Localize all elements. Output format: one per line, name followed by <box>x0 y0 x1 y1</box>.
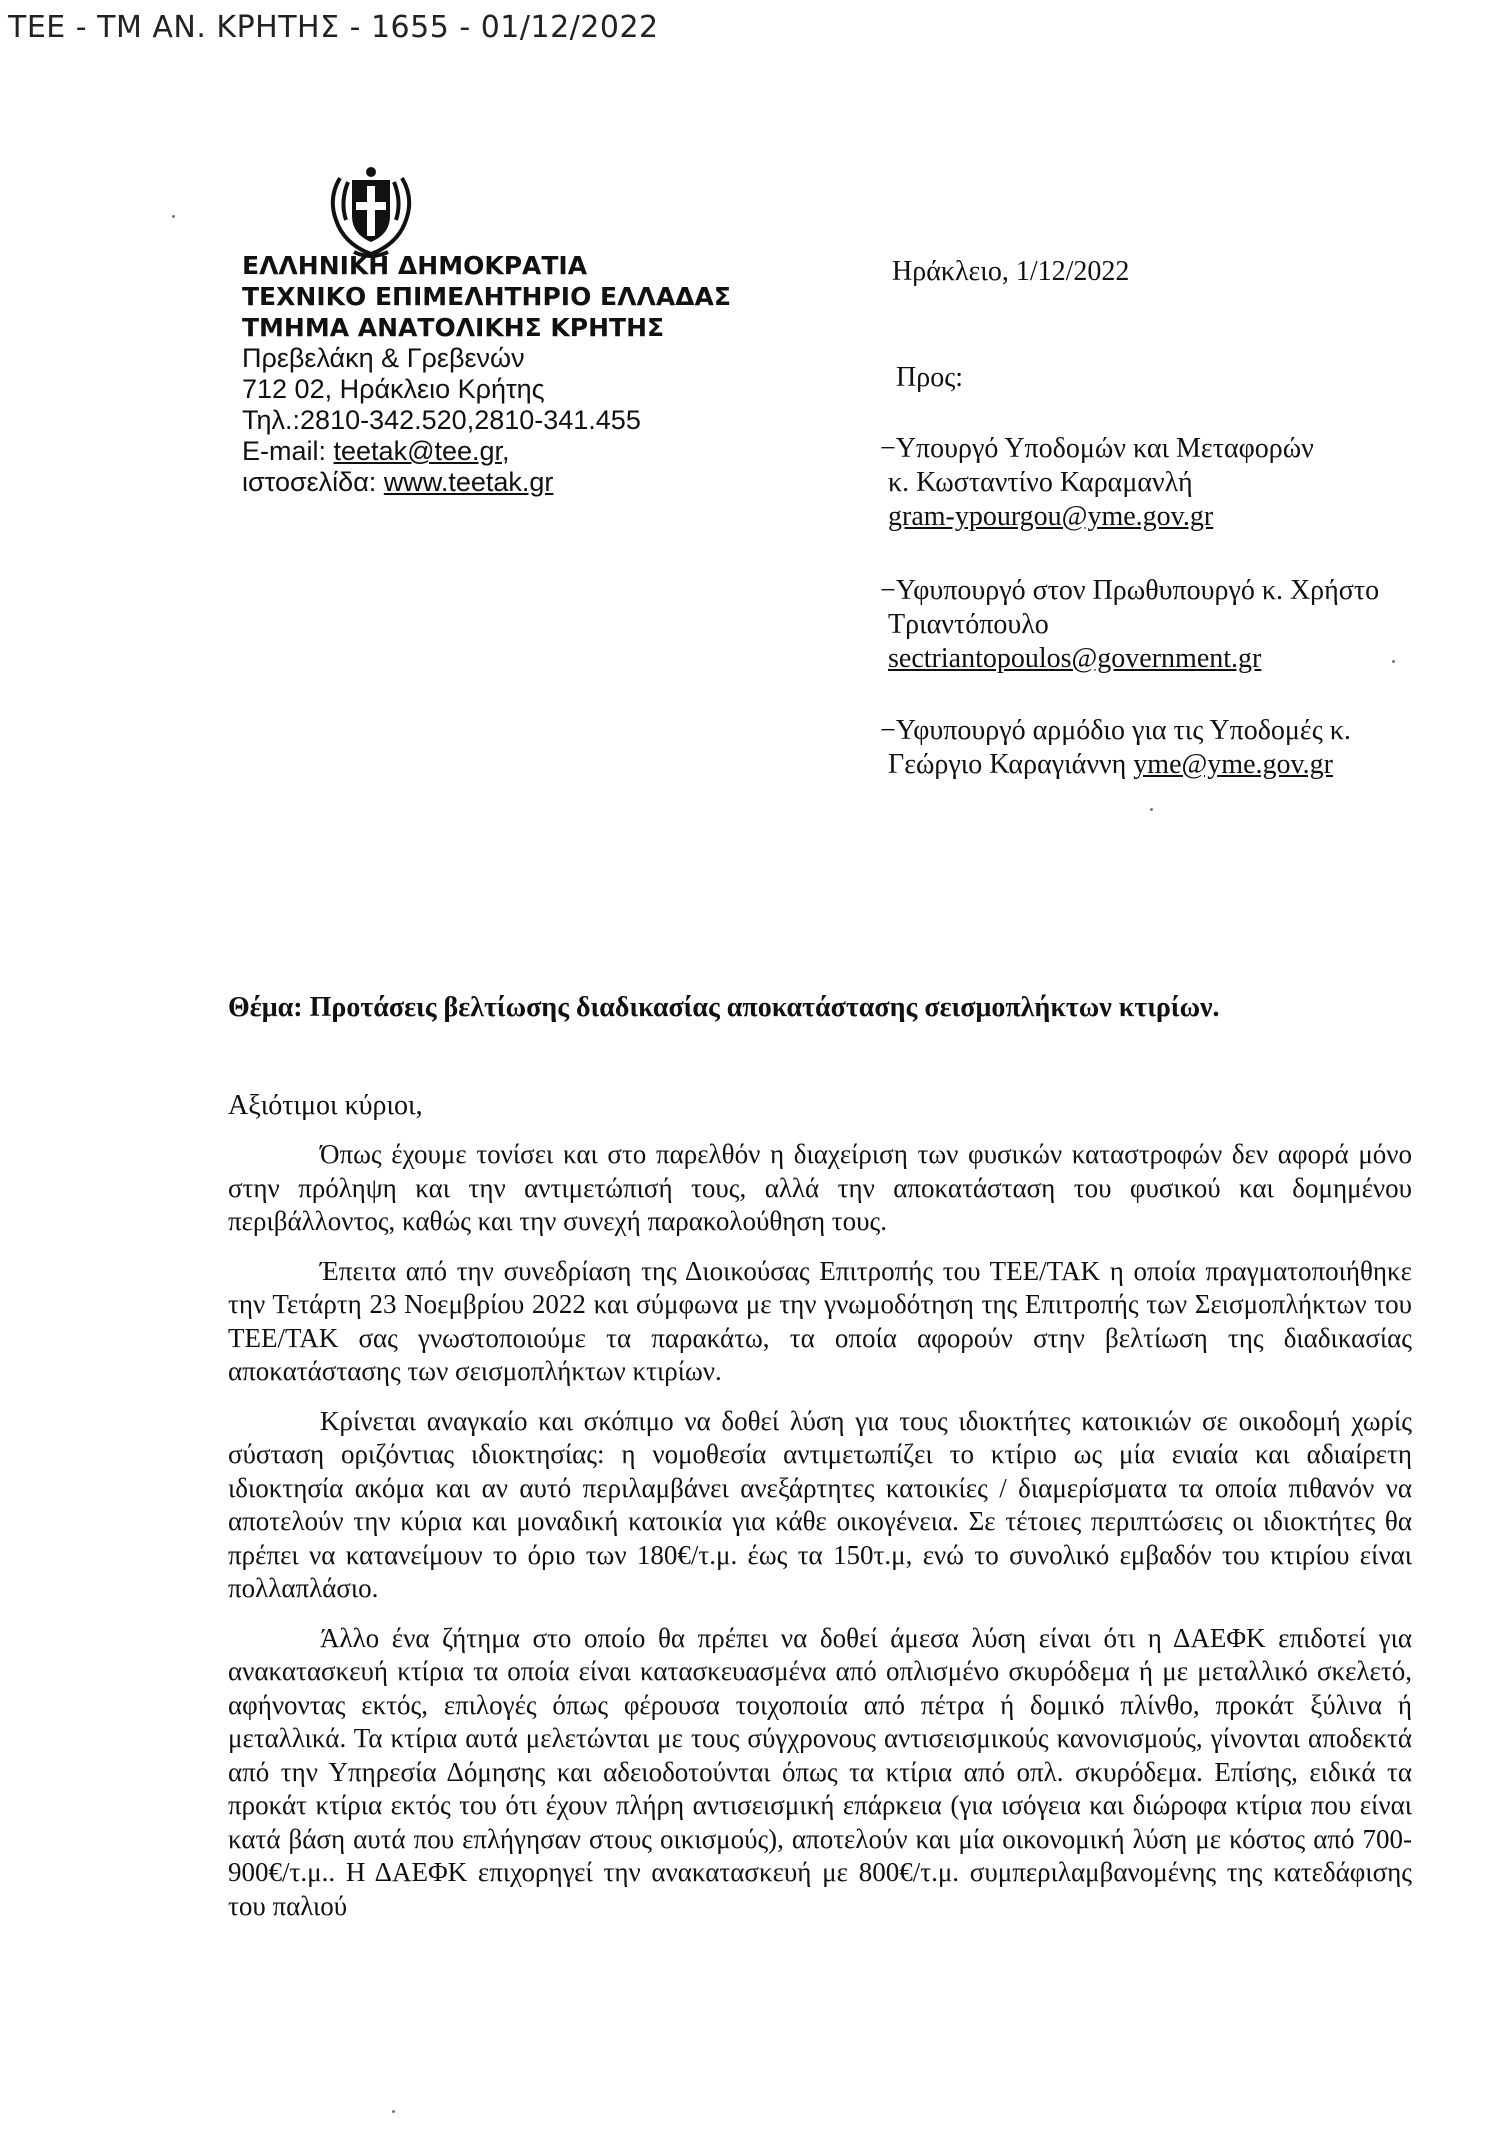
sender-address-block <box>242 250 731 498</box>
email-line <box>242 436 731 467</box>
recipient-title: −Υφυπουργό στον Πρωθυπουργό κ. Χρήστο <box>880 575 1380 606</box>
email-label: E-mail: <box>242 436 334 466</box>
street-address: Πρεβελάκη & Γρεβενών <box>242 343 525 373</box>
recipient-name: κ. Κωσταντίνο Καραμανλή <box>888 467 1193 498</box>
letter-body <box>228 1138 1412 1939</box>
to-label: Προς: <box>896 362 964 393</box>
scan-speck <box>172 215 175 218</box>
org-chamber-line: ΤΕΧΝΙΚΟ ΕΠΙΜΕΛΗΤΗΡΙΟ ΕΛΛΑΔΑΣ <box>242 282 731 311</box>
registry-stamp: ΤΕΕ - ΤΜ ΑΝ. ΚΡΗΤΗΣ - 1655 - 01/12/2022 <box>8 10 659 45</box>
phone-numbers: Τηλ.:2810-342.520,2810-341.455 <box>242 405 641 435</box>
letter-date: Ηράκλειο, 1/12/2022 <box>892 256 1130 287</box>
body-paragraph: Όπως έχουμε τονίσει και στο παρελθόν η διαχείριση των φυσικών καταστροφών δεν αφορά μόνο στην πρόληψη και την αντιμετώπισή τους, αλλά την αποκατάσταση του φυσικού και δομημένου περιβάλλοντος, καθώς και την συνεχή παρακολούθηση τους. <box>228 1139 1412 1236</box>
org-department-line: ΤΜΗΜΑ ΑΝΑΤΟΛΙΚΗΣ ΚΡΗΤΗΣ <box>242 313 665 342</box>
postal-address: 712 02, Ηράκλειο Κρήτης <box>242 374 545 404</box>
email-suffix: , <box>502 436 510 466</box>
recipient-deputy-minister-pm <box>880 574 1379 676</box>
recipient-minister-infrastructure <box>880 432 1314 534</box>
letter-subject: Θέμα: Προτάσεις βελτίωσης διαδικασίας αποκατάστασης σεισμοπλήκτων κτιρίων. <box>228 992 1220 1023</box>
body-paragraph: Κρίνεται αναγκαίο και σκόπιμο να δοθεί λύση για τους ιδιοκτήτες κατοικιών σε οικοδομή χωρίς σύσταση οριζόντιας ιδιοκτησίας: η νομοθεσία αντιμετωπίζει το κτίριο ως μία ενιαία και αδιαίρετη ιδιοκτησία ακόμα και αν αυτό περιλαμβάνει ανεξάρτητες κατοικίες / διαμερίσματα τα οποία πιθανόν να αποτελούν την κύρια και μοναδική κατοικία για κάθε οικογένεια. Σε τέτοιες περιπτώσεις οι ιδιοκτήτες θα πρέπει να κατανείμουν το όριο των 180€/τ.μ. έως τα 150τ.μ, ενώ το συνολικό εμβαδόν του κτιρίου είναι πολλαπλάσιο. <box>228 1405 1412 1603</box>
recipient-email-link[interactable]: yme@yme.gov.gr <box>1133 749 1334 780</box>
email-link[interactable]: teetak@tee.gr <box>333 436 503 466</box>
recipient-deputy-minister-infrastructure <box>880 714 1351 782</box>
recipient-name: Γεώργιο Καραγιάννη <box>888 749 1134 780</box>
website-link[interactable]: www.teetak.gr <box>383 467 554 497</box>
scan-speck <box>392 2110 395 2113</box>
body-paragraph: Άλλο ένα ζήτημα στο οποίο θα πρέπει να δοθεί άμεσα λύση είναι ότι η ΔΑΕΦΚ επιδοτεί για ανακατασκευή κτίρια τα οποία είναι κατασκευασμένα από οπλισμένο σκυρόδεμα ή με μεταλλικό σκελετό, αφήνοντας εκτός, επιλογές όπως φέρουσα τοιχοποιία από πέτρα ή δομικό πλίνθο, προκάτ ξύλινα ή μεταλλικά. Τα κτίρια αυτά μελετώνται με τους σύγχρονους αντισεισμικούς κανονισμούς, γίνονται αποδεκτά από την Υπηρεσία Δόμησης και αδειοδοτούνται όπως τα κτίρια από οπλ. σκυρόδεμα. Επίσης, ειδικά τα προκάτ κτίρια εκτός του ότι έχουν πλήρη αντισεισμική επάρκεια (για ισόγεια και διώροφα κτίρια που είναι κατά βάση αυτά που επλήγησαν στους οικισμούς), αποτελούν και μία οικονομική λύση με κόστος από 700-900€/τ.μ.. Η ΔΑΕΦΚ επιχορηγεί την ανακατασκευή με 800€/τ.μ. συμπεριλαμβανομένης της κατεδάφισης του παλιού <box>228 1622 1412 1921</box>
body-paragraph: Έπειτα από την συνεδρίαση της Διοικούσας Επιτροπής του ΤΕΕ/ΤΑΚ η οποία πραγματοποιήθηκε την Τετάρτη 23 Νοεμβρίου 2022 και σύμφωνα με την γνωμοδότηση της Επιτροπής των Σεισμοπλήκτων του ΤΕΕ/ΤΑΚ σας γνωστοποιούμε τα παρακάτω, τα οποία αφορούν στην βελτίωση της διαδικασίας αποκατάστασης των σεισμοπλήκτων κτιρίων. <box>228 1255 1412 1386</box>
recipient-name-and-email <box>880 748 1351 782</box>
recipient-name: Τριαντόπουλο <box>888 609 1049 640</box>
recipient-title: −Υπουργό Υποδομών και Μεταφορών <box>880 433 1314 464</box>
greek-coat-of-arms-emblem <box>318 158 424 262</box>
website-label: ιστοσελίδα: <box>242 467 384 497</box>
recipient-email-link[interactable]: sectriantopoulos@government.gr <box>888 643 1262 674</box>
website-line <box>242 467 731 498</box>
org-name-line: ΕΛΛΗΝΙΚΗ ΔΗΜΟΚΡΑΤΙΑ <box>242 251 588 280</box>
scan-speck <box>1392 660 1395 663</box>
scan-speck <box>1150 808 1153 811</box>
recipient-email-link[interactable]: gram-ypourgou@yme.gov.gr <box>888 501 1214 532</box>
recipient-title: −Υφυπουργό αρμόδιο για τις Υποδομές κ. <box>880 715 1351 746</box>
letter-greeting: Αξιότιμοι κύριοι, <box>228 1090 423 1121</box>
